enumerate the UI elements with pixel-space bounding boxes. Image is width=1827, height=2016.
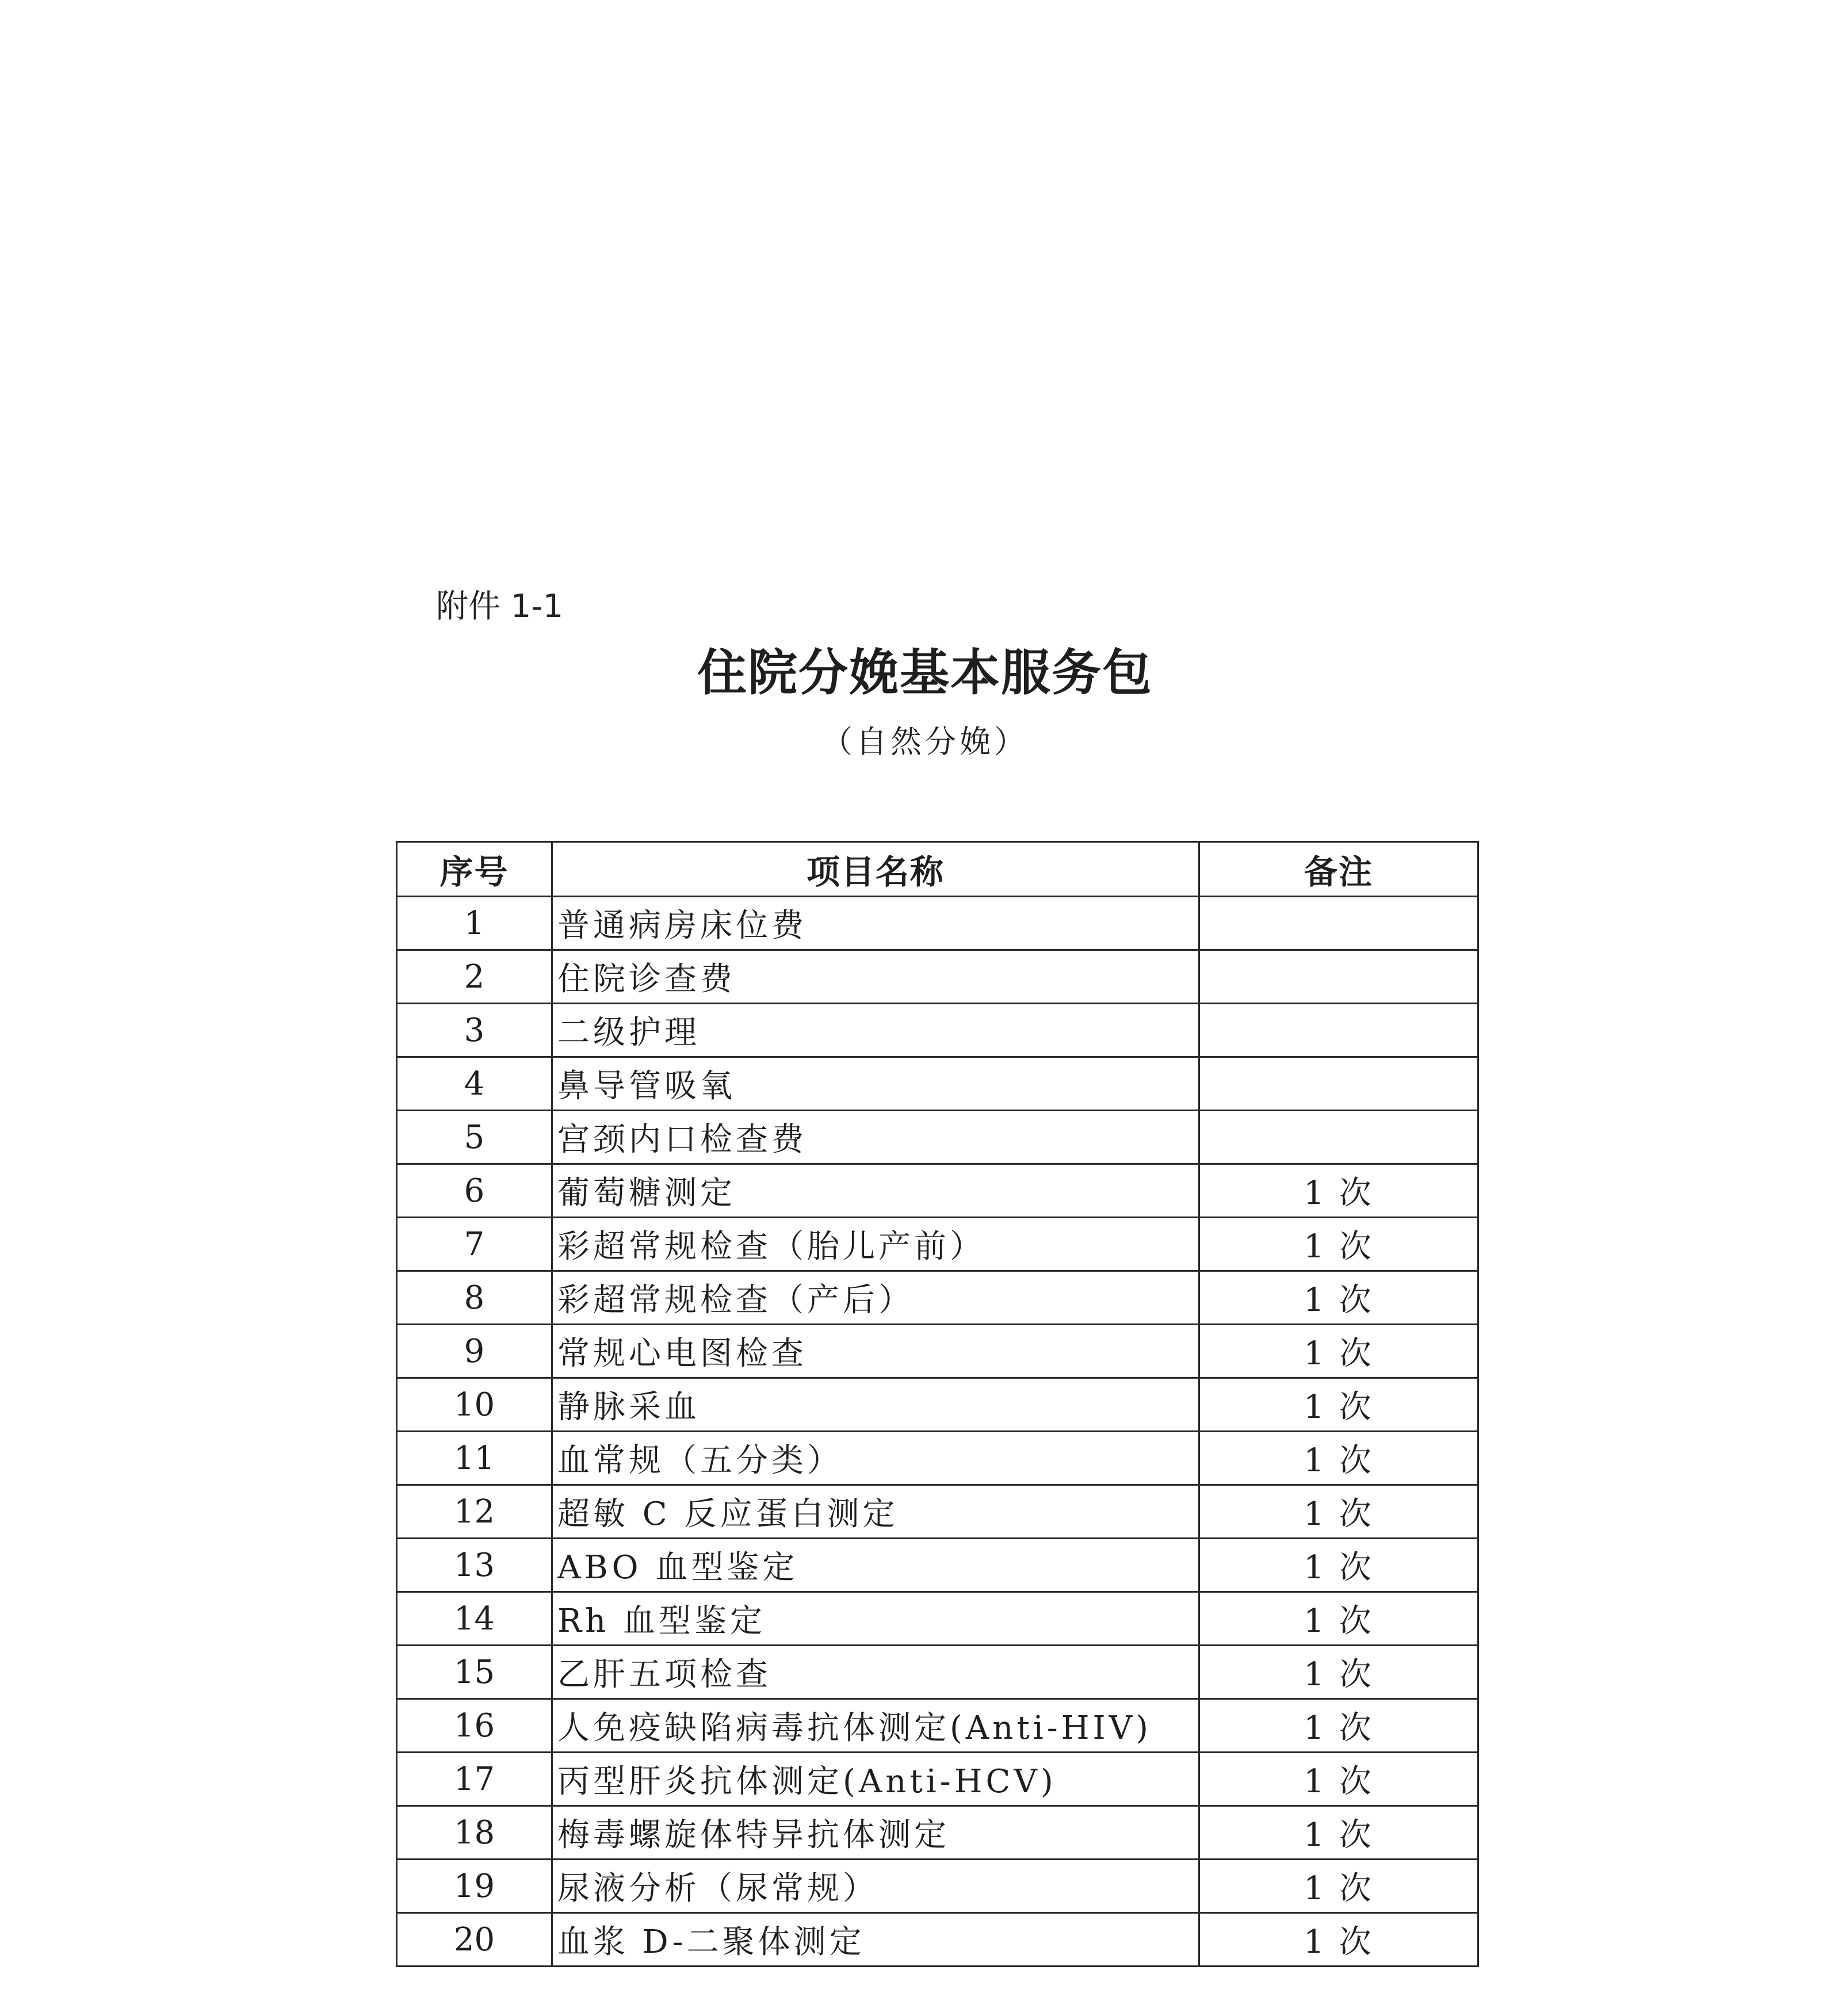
item-name-cell: 丙型肝炎抗体测定(Anti-HCV) (552, 1753, 1199, 1806)
column-header-item-name: 项目名称 (552, 842, 1199, 897)
remark-cell: 1 次 (1199, 1432, 1478, 1485)
row-number-cell: 20 (397, 1913, 552, 1967)
remark-cell (1199, 950, 1478, 1004)
row-number-cell: 14 (397, 1592, 552, 1646)
item-name-cell: 乙肝五项检查 (552, 1646, 1199, 1699)
row-number-cell: 11 (397, 1432, 552, 1485)
item-name-cell: 常规心电图检查 (552, 1325, 1199, 1378)
row-number-cell: 4 (397, 1057, 552, 1111)
item-name-cell: Rh 血型鉴定 (552, 1592, 1199, 1646)
document-title: 住院分娩基本服务包 (697, 644, 1153, 702)
table-row (397, 1325, 1478, 1378)
table-row (397, 897, 1478, 950)
service-package-table (396, 841, 1479, 1967)
table-row (397, 1592, 1478, 1646)
row-number-cell: 2 (397, 950, 552, 1004)
remark-cell: 1 次 (1199, 1164, 1478, 1218)
row-number-cell: 9 (397, 1325, 552, 1378)
table-row (397, 1699, 1478, 1753)
remark-cell (1199, 1057, 1478, 1111)
row-number-cell: 7 (397, 1218, 552, 1271)
row-number-cell: 10 (397, 1378, 552, 1432)
table-row (397, 1753, 1478, 1806)
remark-cell: 1 次 (1199, 1271, 1478, 1325)
row-number-cell: 17 (397, 1753, 552, 1806)
row-number-cell: 3 (397, 1004, 552, 1057)
table-row (397, 1539, 1478, 1592)
row-number-cell: 18 (397, 1806, 552, 1860)
row-number-cell: 5 (397, 1111, 552, 1164)
item-name-cell: 血浆 D-二聚体测定 (552, 1913, 1199, 1967)
remark-cell: 1 次 (1199, 1592, 1478, 1646)
remark-cell: 1 次 (1199, 1699, 1478, 1753)
remark-cell: 1 次 (1199, 1913, 1478, 1967)
remark-cell: 1 次 (1199, 1806, 1478, 1860)
item-name-cell: 住院诊查费 (552, 950, 1199, 1004)
item-name-cell: 超敏 C 反应蛋白测定 (552, 1485, 1199, 1539)
column-header-remark: 备注 (1199, 842, 1478, 897)
item-name-cell: 鼻导管吸氧 (552, 1057, 1199, 1111)
table-header-row (397, 842, 1478, 897)
item-name-cell: 尿液分析（尿常规） (552, 1860, 1199, 1913)
table-row (397, 1111, 1478, 1164)
table-row (397, 950, 1478, 1004)
table-row (397, 1378, 1478, 1432)
item-name-cell: 宫颈内口检查费 (552, 1111, 1199, 1164)
item-name-cell: 血常规（五分类） (552, 1432, 1199, 1485)
table-row (397, 1806, 1478, 1860)
row-number-cell: 19 (397, 1860, 552, 1913)
table-row (397, 1164, 1478, 1218)
table-row (397, 1646, 1478, 1699)
remark-cell (1199, 1004, 1478, 1057)
remark-cell: 1 次 (1199, 1325, 1478, 1378)
table-body (397, 897, 1478, 1967)
remark-cell: 1 次 (1199, 1378, 1478, 1432)
remark-cell: 1 次 (1199, 1539, 1478, 1592)
remark-cell (1199, 897, 1478, 950)
item-name-cell: ABO 血型鉴定 (552, 1539, 1199, 1592)
table-row (397, 1432, 1478, 1485)
item-name-cell: 普通病房床位费 (552, 897, 1199, 950)
remark-cell: 1 次 (1199, 1218, 1478, 1271)
row-number-cell: 1 (397, 897, 552, 950)
item-name-cell: 彩超常规检查（胎儿产前） (552, 1218, 1199, 1271)
row-number-cell: 15 (397, 1646, 552, 1699)
table-row (397, 1004, 1478, 1057)
item-name-cell: 梅毒螺旋体特异抗体测定 (552, 1806, 1199, 1860)
attachment-label: 附件 1-1 (436, 588, 564, 625)
row-number-cell: 12 (397, 1485, 552, 1539)
item-name-cell: 二级护理 (552, 1004, 1199, 1057)
item-name-cell: 彩超常规检查（产后） (552, 1271, 1199, 1325)
remark-cell (1199, 1111, 1478, 1164)
table-row (397, 1218, 1478, 1271)
column-header-number: 序号 (397, 842, 552, 897)
row-number-cell: 13 (397, 1539, 552, 1592)
row-number-cell: 16 (397, 1699, 552, 1753)
row-number-cell: 6 (397, 1164, 552, 1218)
document-subtitle: （自然分娩） (821, 724, 1029, 760)
table-row (397, 1913, 1478, 1967)
table-row (397, 1057, 1478, 1111)
remark-cell: 1 次 (1199, 1646, 1478, 1699)
item-name-cell: 葡萄糖测定 (552, 1164, 1199, 1218)
table-row (397, 1271, 1478, 1325)
table-row (397, 1860, 1478, 1913)
item-name-cell: 静脉采血 (552, 1378, 1199, 1432)
table-row (397, 1485, 1478, 1539)
remark-cell: 1 次 (1199, 1485, 1478, 1539)
row-number-cell: 8 (397, 1271, 552, 1325)
remark-cell: 1 次 (1199, 1860, 1478, 1913)
remark-cell: 1 次 (1199, 1753, 1478, 1806)
item-name-cell: 人免疫缺陷病毒抗体测定(Anti-HIV) (552, 1699, 1199, 1753)
